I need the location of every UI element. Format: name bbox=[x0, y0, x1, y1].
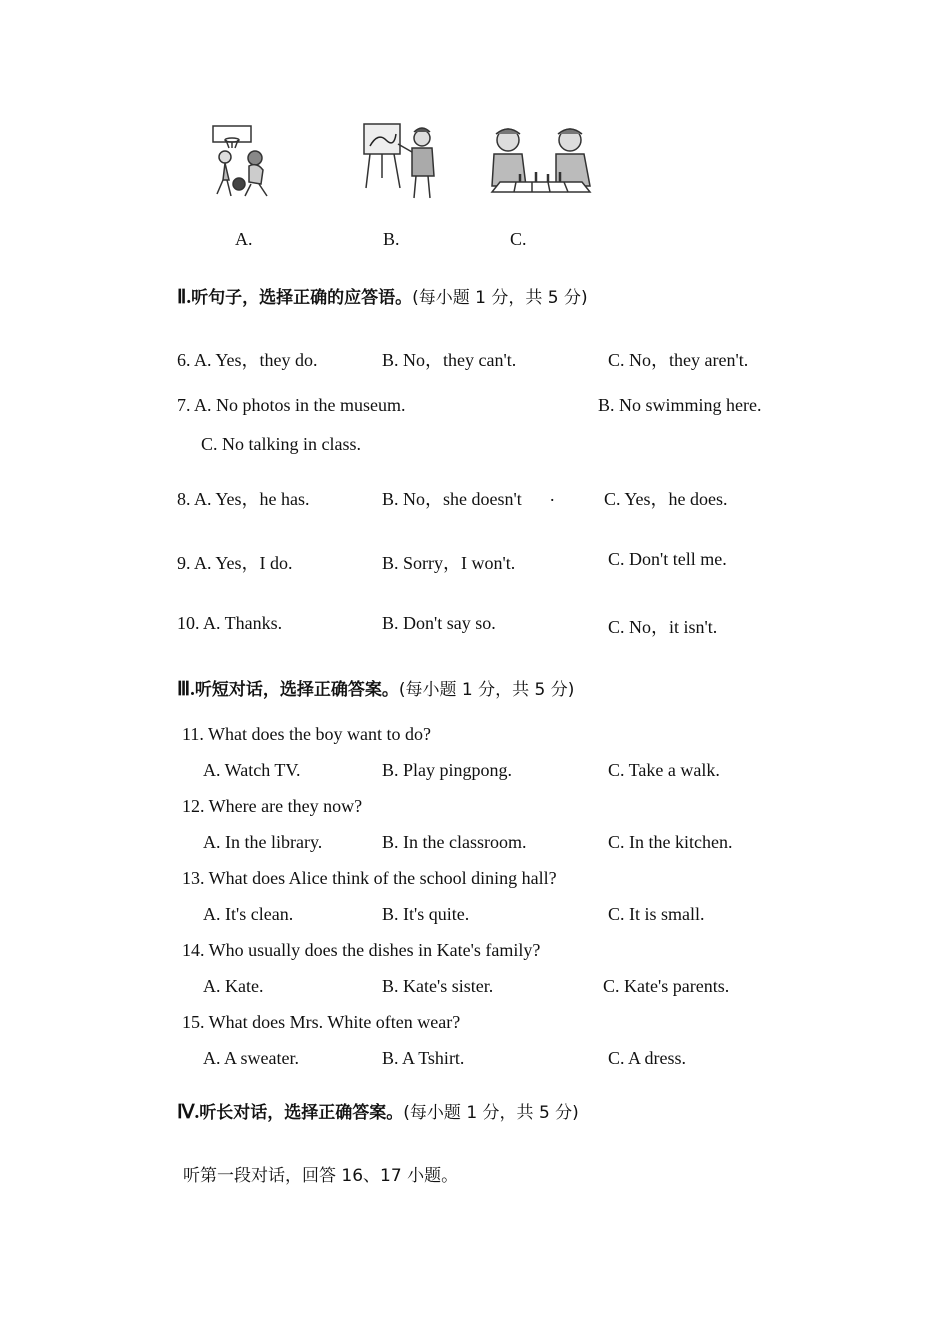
question-12-b: B. In the classroom. bbox=[382, 832, 527, 852]
question-12-a: A. In the library. bbox=[203, 832, 323, 852]
picture-c bbox=[486, 124, 596, 198]
dialogue-intro: 听第一段对话，回答 16、17 小题。 bbox=[183, 1166, 459, 1186]
response-10-c: C. No，it isn't. bbox=[608, 617, 718, 637]
question-15-a: A. A sweater. bbox=[203, 1048, 299, 1068]
painter-at-easel-icon bbox=[360, 118, 445, 203]
response-8-a: 8. A. Yes，he has. bbox=[177, 489, 310, 509]
response-7-b: B. No swimming here. bbox=[598, 395, 762, 415]
question-15: 15. What does Mrs. White often wear? bbox=[182, 1012, 461, 1032]
picture-c-label: C. bbox=[510, 229, 527, 249]
section-heading-2 bbox=[177, 283, 588, 309]
section-title: 听长对话，选择正确答案。 bbox=[199, 1103, 404, 1123]
question-12-c: C. In the kitchen. bbox=[608, 832, 733, 852]
picture-b-label: B. bbox=[383, 229, 400, 249]
response-8-c: C. Yes，he does. bbox=[604, 489, 728, 509]
response-6-b: B. No，they can't. bbox=[382, 350, 517, 370]
response-8-b: B. No，she doesn't bbox=[382, 489, 522, 509]
chess-players-icon bbox=[486, 124, 596, 198]
question-13-c: C. It is small. bbox=[608, 904, 705, 924]
response-6-a: 6. A. Yes，they do. bbox=[177, 350, 318, 370]
picture-b bbox=[360, 118, 445, 203]
question-11-a: A. Watch TV. bbox=[203, 760, 301, 780]
question-14: 14. Who usually does the dishes in Kate's family? bbox=[182, 940, 541, 960]
question-11-c: C. Take a walk. bbox=[608, 760, 720, 780]
question-13-a: A. It's clean. bbox=[203, 904, 294, 924]
response-9-c: C. Don't tell me. bbox=[608, 549, 727, 569]
section-number: Ⅲ. bbox=[177, 679, 195, 700]
section-number: Ⅳ. bbox=[177, 1102, 200, 1123]
question-14-c: C. Kate's parents. bbox=[603, 976, 730, 996]
question-15-b: B. A Tshirt. bbox=[382, 1048, 465, 1068]
response-10-b: B. Don't say so. bbox=[382, 613, 496, 633]
question-15-c: C. A dress. bbox=[608, 1048, 687, 1068]
response-9-a: 9. A. Yes，I do. bbox=[177, 553, 293, 573]
question-11-b: B. Play pingpong. bbox=[382, 760, 513, 780]
section-heading-4 bbox=[177, 1098, 579, 1124]
basketball-players-icon bbox=[205, 122, 285, 202]
question-12: 12. Where are they now? bbox=[182, 796, 363, 816]
section-number: Ⅱ. bbox=[177, 287, 192, 308]
response-8-dot: . bbox=[550, 485, 555, 505]
response-7-a: 7. A. No photos in the museum. bbox=[177, 395, 406, 415]
response-6-c: C. No，they aren't. bbox=[608, 350, 749, 370]
section-points: (每小题 1 分，共 5 分) bbox=[398, 680, 575, 700]
response-9-b: B. Sorry，I won't. bbox=[382, 553, 516, 573]
section-heading-3 bbox=[177, 675, 574, 701]
response-10-a: 10. A. Thanks. bbox=[177, 613, 283, 633]
question-13-b: B. It's quite. bbox=[382, 904, 470, 924]
question-14-a: A. Kate. bbox=[203, 976, 264, 996]
question-14-b: B. Kate's sister. bbox=[382, 976, 494, 996]
section-points: (每小题 1 分，共 5 分) bbox=[412, 288, 588, 308]
picture-a bbox=[205, 122, 285, 202]
section-points: (每小题 1 分，共 5 分) bbox=[403, 1103, 579, 1123]
question-11: 11. What does the boy want to do? bbox=[182, 724, 431, 744]
question-13: 13. What does Alice think of the school dining hall? bbox=[182, 868, 557, 888]
section-title: 听短对话，选择正确答案。 bbox=[194, 680, 399, 700]
picture-a-label: A. bbox=[235, 229, 253, 249]
section-title: 听句子，选择正确的应答语。 bbox=[191, 288, 413, 308]
response-7-c: C. No talking in class. bbox=[201, 434, 361, 454]
